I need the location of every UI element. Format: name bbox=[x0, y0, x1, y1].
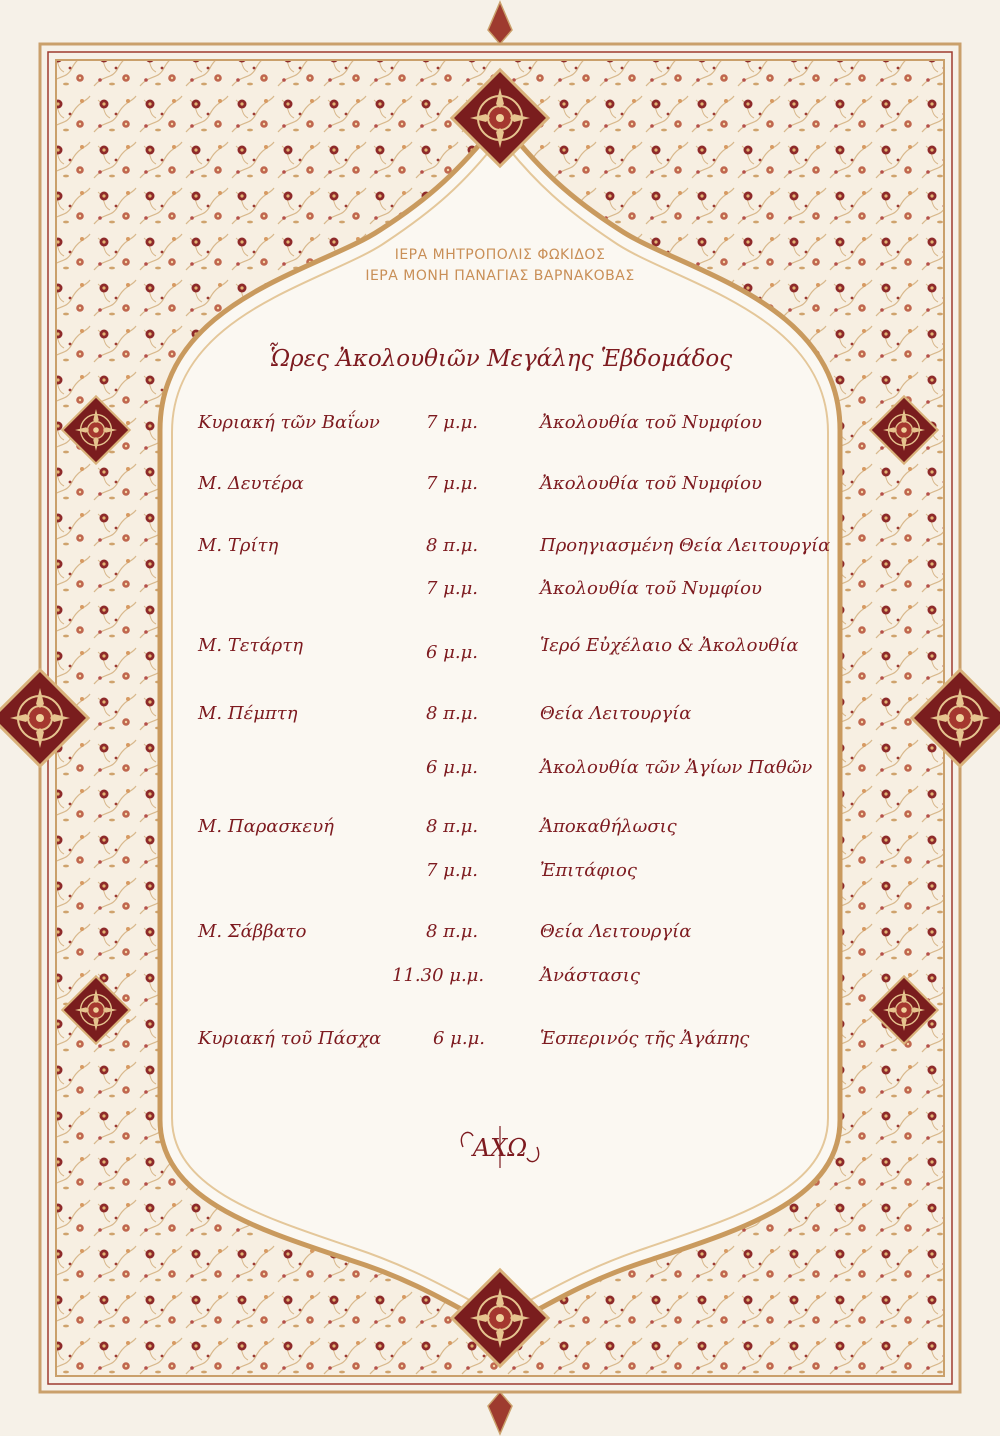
schedule-day: Μ. Τρίτη bbox=[198, 535, 279, 556]
schedule-day: Μ. Δευτέρα bbox=[198, 473, 304, 494]
schedule-time: 8 π.μ. bbox=[426, 535, 479, 556]
schedule-row bbox=[0, 703, 1000, 733]
schedule-row bbox=[0, 578, 1000, 608]
schedule-service: Ἱερό Εὐχέλαιο & Ἀκολουθία bbox=[540, 635, 799, 656]
schedule-row bbox=[0, 1028, 1000, 1058]
metropolis-header: ΙΕΡΑ ΜΗΤΡΟΠΟΛΙΣ ΦΩΚΙΔΟΣ bbox=[394, 247, 606, 263]
alpha-chi-omega-monogram bbox=[455, 1122, 545, 1172]
schedule-day: Μ. Πέμπτη bbox=[198, 703, 298, 724]
schedule-day: Μ. Παρασκευή bbox=[198, 816, 334, 837]
schedule-service: Ἑσπερινός τῆς Ἀγάπης bbox=[540, 1028, 750, 1049]
schedule-row bbox=[0, 635, 1000, 665]
schedule-time: 6 μ.μ. bbox=[426, 757, 479, 778]
schedule-row bbox=[0, 757, 1000, 787]
schedule-day: Κυριακή τῶν Βαΐων bbox=[198, 412, 380, 433]
schedule-time: 6 μ.μ. bbox=[433, 1028, 486, 1049]
schedule-service: Ἀκολουθία τοῦ Νυμφίου bbox=[540, 473, 762, 494]
schedule-service: Ἀκολουθία τοῦ Νυμφίου bbox=[540, 412, 762, 433]
schedule-time: 7 μ.μ. bbox=[426, 578, 479, 599]
schedule-day: Μ. Σάββατο bbox=[198, 921, 307, 942]
schedule-time: 8 π.μ. bbox=[426, 921, 479, 942]
schedule-row bbox=[0, 965, 1000, 995]
schedule-row bbox=[0, 816, 1000, 846]
schedule-service: Ἐπιτάφιος bbox=[540, 860, 637, 881]
schedule-time: 6 μ.μ. bbox=[426, 642, 479, 663]
schedule-row bbox=[0, 535, 1000, 565]
schedule-row bbox=[0, 860, 1000, 890]
schedule-service: Ἀκολουθία τῶν Ἁγίων Παθῶν bbox=[540, 757, 813, 778]
schedule-service: Θεία Λειτουργία bbox=[540, 703, 692, 724]
monastery-header: ΙΕΡΑ ΜΟΝΗ ΠΑΝΑΓΙΑΣ ΒΑΡΝΑΚΟΒΑΣ bbox=[365, 268, 635, 284]
schedule-row bbox=[0, 921, 1000, 951]
schedule-time: 11.30 μ.μ. bbox=[392, 965, 485, 986]
schedule-service: Προηγιασμένη Θεία Λειτουργία bbox=[540, 535, 831, 556]
page-title: Ὧρες Ἀκολουθιῶν Μεγάλης Ἑβδομάδος bbox=[267, 346, 733, 372]
schedule-day: Κυριακή τοῦ Πάσχα bbox=[198, 1028, 382, 1049]
schedule-time: 7 μ.μ. bbox=[426, 412, 479, 433]
schedule-time: 7 μ.μ. bbox=[426, 860, 479, 881]
schedule-time: 8 π.μ. bbox=[426, 816, 479, 837]
schedule-time: 7 μ.μ. bbox=[426, 473, 479, 494]
schedule-service: Θεία Λειτουργία bbox=[540, 921, 692, 942]
schedule-time: 8 π.μ. bbox=[426, 703, 479, 724]
schedule-service: Ἀποκαθήλωσις bbox=[540, 816, 677, 837]
schedule-row bbox=[0, 473, 1000, 503]
schedule-day: Μ. Τετάρτη bbox=[198, 635, 303, 656]
schedule-service: Ἀνάστασις bbox=[540, 965, 640, 986]
schedule-row bbox=[0, 412, 1000, 442]
schedule-service: Ἀκολουθία τοῦ Νυμφίου bbox=[540, 578, 762, 599]
svg-text:ΑΧΩ: ΑΧΩ bbox=[472, 1134, 528, 1162]
